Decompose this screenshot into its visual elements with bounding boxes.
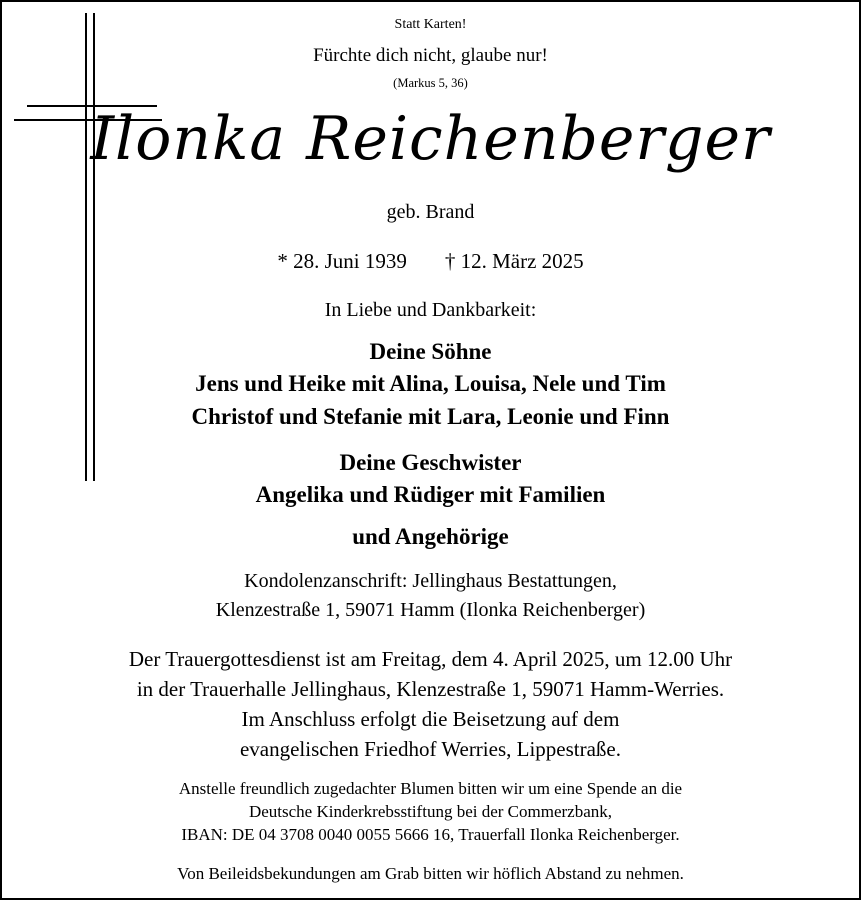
condolence-line: Kondolenzanschrift: Jellinghaus Bestattungen, (244, 570, 617, 592)
notice-text: Statt Karten! (394, 17, 467, 32)
donation-line: Deutsche Kinderkrebsstiftung bei der Commerzbank, (248, 802, 613, 821)
sons-line: Christof und Stefanie mit Lara, Leonie und Finn (191, 404, 670, 429)
service-line: Im Anschluss erfolgt die Beisetzung auf dem (241, 707, 620, 731)
service-line: Der Trauergottesdienst ist am Freitag, dem 4. April 2025, um 12.00 Uhr (128, 647, 733, 671)
deceased-name: Ilonka Reichenberger (90, 104, 771, 174)
relatives-line: und Angehörige (352, 524, 509, 549)
service-line: evangelischen Friedhof Werries, Lippestraße. (239, 737, 622, 761)
birth-date: * 28. Juni 1939 (277, 249, 407, 273)
death-date: † 12. März 2025 (444, 249, 584, 273)
motto-text: Fürchte dich nicht, glaube nur! (313, 45, 548, 66)
mourners-intro: In Liebe und Dankbarkeit: (324, 299, 537, 321)
condolence-line: Klenzestraße 1, 59071 Hamm (Ilonka Reichenberger) (215, 599, 646, 621)
donation-line: IBAN: DE 04 3708 0040 0055 5666 16, Trauerfall Ilonka Reichenberger. (181, 825, 680, 844)
motto-reference: (Markus 5, 36) (393, 76, 468, 90)
donation-line: Anstelle freundlich zugedachter Blumen bitten wir um eine Spende an die (178, 779, 683, 798)
sons-heading: Deine Söhne (369, 339, 492, 364)
siblings-heading: Deine Geschwister (339, 450, 522, 475)
birth-name: geb. Brand (386, 201, 475, 223)
sons-line: Jens und Heike mit Alina, Louisa, Nele und Tim (195, 371, 666, 396)
service-line: in der Trauerhalle Jellinghaus, Klenzestraße 1, 59071 Hamm-Werries. (136, 677, 725, 701)
closing-line: Von Beileidsbekundungen am Grab bitten wir höflich Abstand zu nehmen. (177, 864, 684, 883)
life-dates (0, 249, 861, 274)
siblings-line: Angelika und Rüdiger mit Familien (255, 482, 606, 507)
